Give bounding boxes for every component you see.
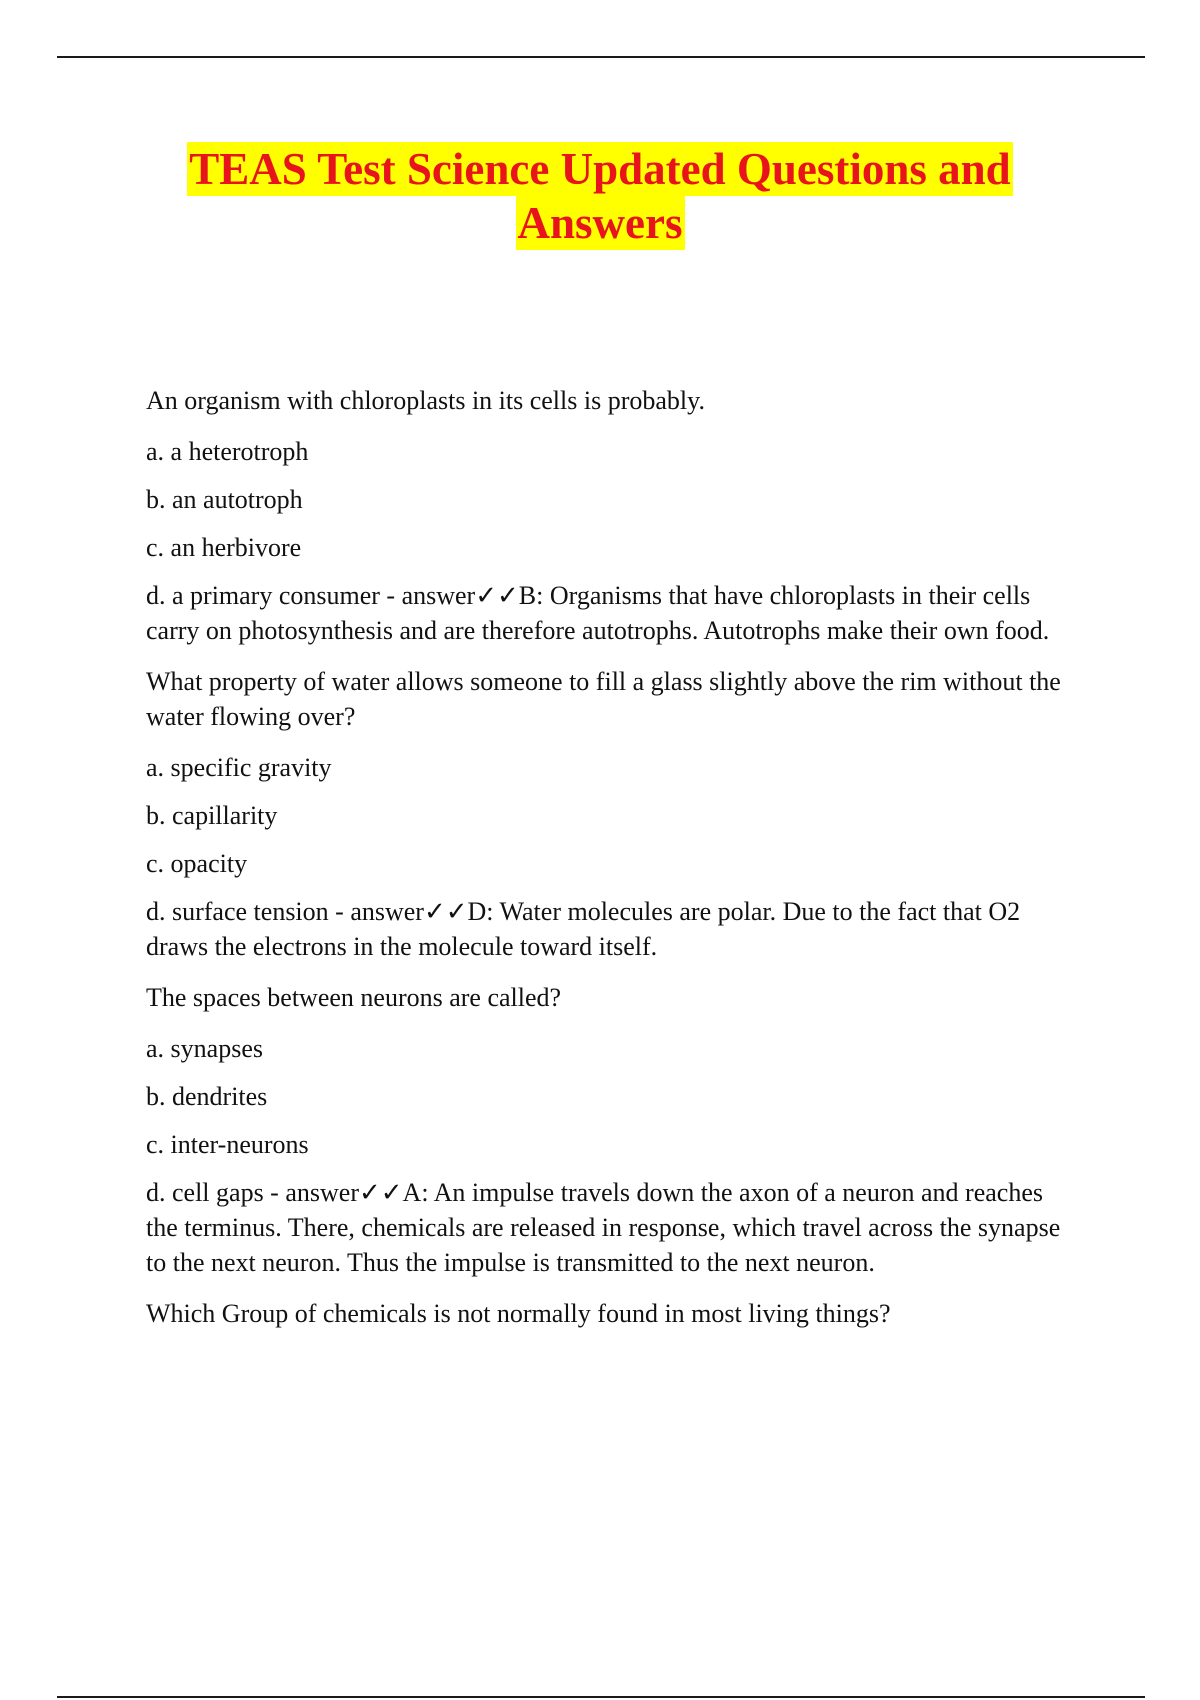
option-1a: a. a heterotroph — [146, 437, 309, 466]
question-3: The spaces between neurons are called? — [146, 983, 562, 1012]
answer-3: d. cell gaps - answer✓✓A: An impulse travels down the axon of a neuron and reaches the terminus. There, chemicals are released in response, which travel across the synapse to the next neuron. Thus the impulse is transmitted to the next neuron. — [146, 1178, 1061, 1277]
option-1c: c. an herbivore — [146, 533, 302, 562]
document-body — [146, 383, 1076, 1347]
document-title — [0, 142, 1200, 250]
question-2: What property of water allows someone to fill a glass slightly above the rim without the water flowing over? — [146, 667, 1061, 731]
question-1: An organism with chloroplasts in its cells is probably. — [146, 386, 705, 415]
top-rule — [57, 56, 1145, 58]
option-2a: a. specific gravity — [146, 753, 332, 782]
option-2c: c. opacity — [146, 849, 248, 878]
option-1b: b. an autotroph — [146, 485, 303, 514]
question-4: Which Group of chemicals is not normally found in most living things? — [146, 1299, 891, 1328]
answer-2: d. surface tension - answer✓✓D: Water molecules are polar. Due to the fact that O2 draws the electrons in the molecule toward itself. — [146, 897, 1021, 961]
option-2b: b. capillarity — [146, 801, 278, 830]
bottom-rule — [57, 1696, 1145, 1698]
title-line-2: Answers — [517, 198, 683, 248]
option-3a: a. synapses — [146, 1034, 263, 1063]
title-line-1: TEAS Test Science Updated Questions and — [189, 144, 1011, 194]
option-3b: b. dendrites — [146, 1082, 268, 1111]
option-3c: c. inter-neurons — [146, 1130, 309, 1159]
answer-1: d. a primary consumer - answer✓✓B: Organisms that have chloroplasts in their cells carry on photosynthesis and are therefore autotrophs. Autotrophs make their own food. — [146, 581, 1050, 645]
